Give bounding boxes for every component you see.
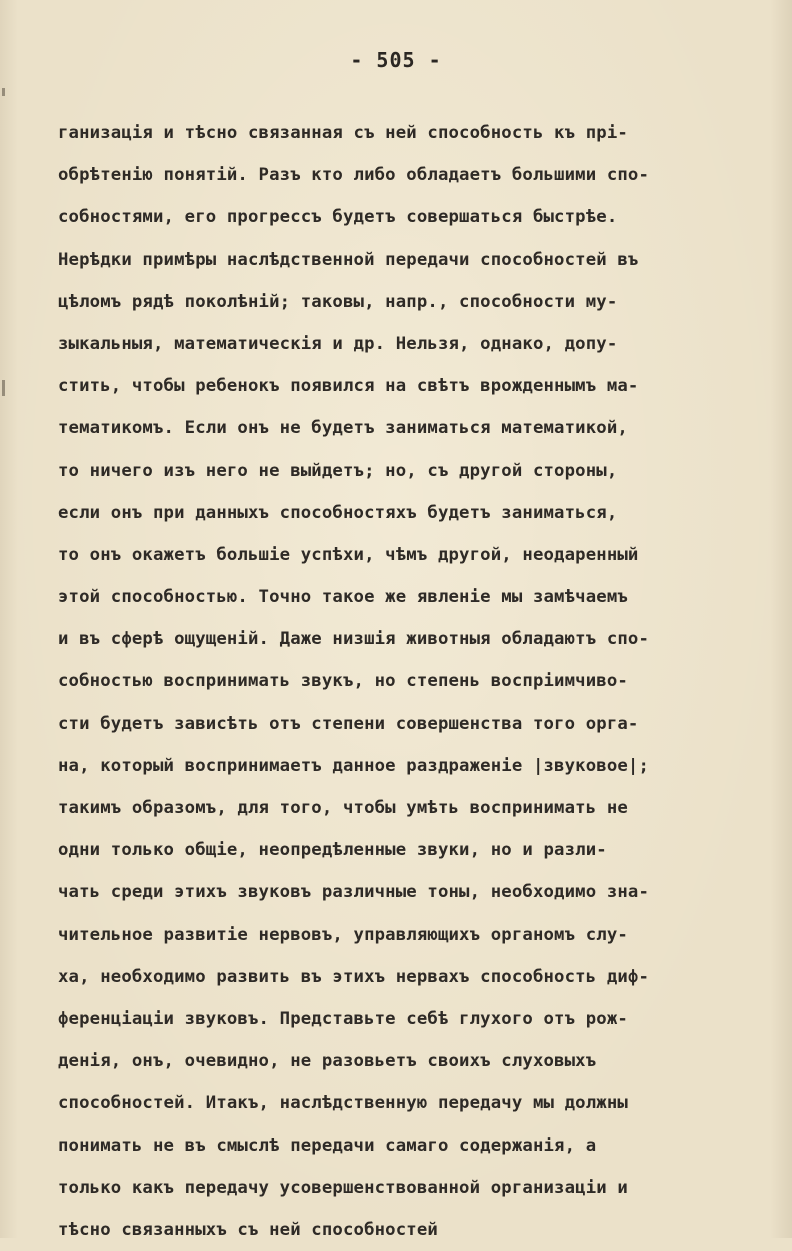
- text-line: тѣсно связанныхъ съ ней способностей: [58, 1219, 438, 1240]
- text-line: цѣломъ рядѣ поколѣній; таковы, напр., способности му-: [58, 291, 618, 312]
- text-line: способностей. Итакъ, наслѣдственную передачу мы должны: [58, 1093, 628, 1114]
- body-text: [58, 112, 768, 1251]
- text-line: собностью воспринимать звукъ, но степень воспріимчиво-: [58, 671, 628, 692]
- text-line: обрѣтенію понятій. Разъ кто либо обладаетъ большими спо-: [58, 165, 650, 186]
- text-line: чительное развитіе нервовъ, управляющихъ органомъ слу-: [58, 924, 628, 945]
- text-line: ганизація и тѣсно связанная съ ней способность къ прі-: [58, 123, 628, 143]
- text-line: если онъ при данныхъ способностяхъ будетъ заниматься,: [58, 502, 618, 523]
- text-line: стить, чтобы ребенокъ появился на свѣтъ врожденнымъ ма-: [58, 376, 639, 397]
- text-line: понимать не въ смыслѣ передачи самаго содержанія, а: [58, 1135, 597, 1156]
- text-line: ференціаціи звуковъ. Представьте себѣ глухого отъ рож-: [58, 1008, 628, 1029]
- page-number: - 505 -: [350, 48, 442, 72]
- text-line: то онъ окажетъ большіе успѣхи, чѣмъ другой, неодаренный: [58, 544, 639, 565]
- text-line: денія, онъ, очевидно, не разовьетъ своихъ слуховыхъ: [58, 1051, 597, 1072]
- scan-edge-mark: [2, 380, 5, 396]
- text-line: только какъ передачу усовершенствованной организаціи и: [58, 1177, 628, 1198]
- text-line: ха, необходимо развить въ этихъ нервахъ способность диф-: [58, 966, 650, 987]
- text-line: одни только общіе, неопредѣленные звуки, но и разли-: [58, 840, 607, 861]
- text-line: то ничего изъ него не выйдетъ; но, съ другой стороны,: [58, 460, 618, 481]
- text-line: такимъ образомъ, для того, чтобы умѣть воспринимать не: [58, 798, 628, 818]
- text-line: и въ сферѣ ощущеній. Даже низшія животныя обладаютъ спо-: [58, 629, 650, 650]
- scan-edge-mark: [2, 88, 5, 96]
- text-line: на, который воспринимаетъ данное раздраженіе |звуковое|;: [58, 755, 650, 776]
- text-line: чать среди этихъ звуковъ различные тоны, необходимо зна-: [58, 882, 650, 903]
- text-line: собностями, его прогрессъ будетъ совершаться быстрѣе.: [58, 207, 618, 228]
- text-line: сти будетъ зависѣть отъ степени совершенства того орга-: [58, 713, 639, 734]
- text-line: Нерѣдки примѣры наслѣдственной передачи способностей въ: [58, 249, 639, 270]
- text-line: зыкальныя, математическія и др. Нельзя, однако, допу-: [58, 333, 618, 354]
- text-line: тематикомъ. Если онъ не будетъ заниматься математикой,: [58, 418, 628, 439]
- text-line: этой способностью. Точно такое же явленіе мы замѣчаемъ: [58, 587, 628, 608]
